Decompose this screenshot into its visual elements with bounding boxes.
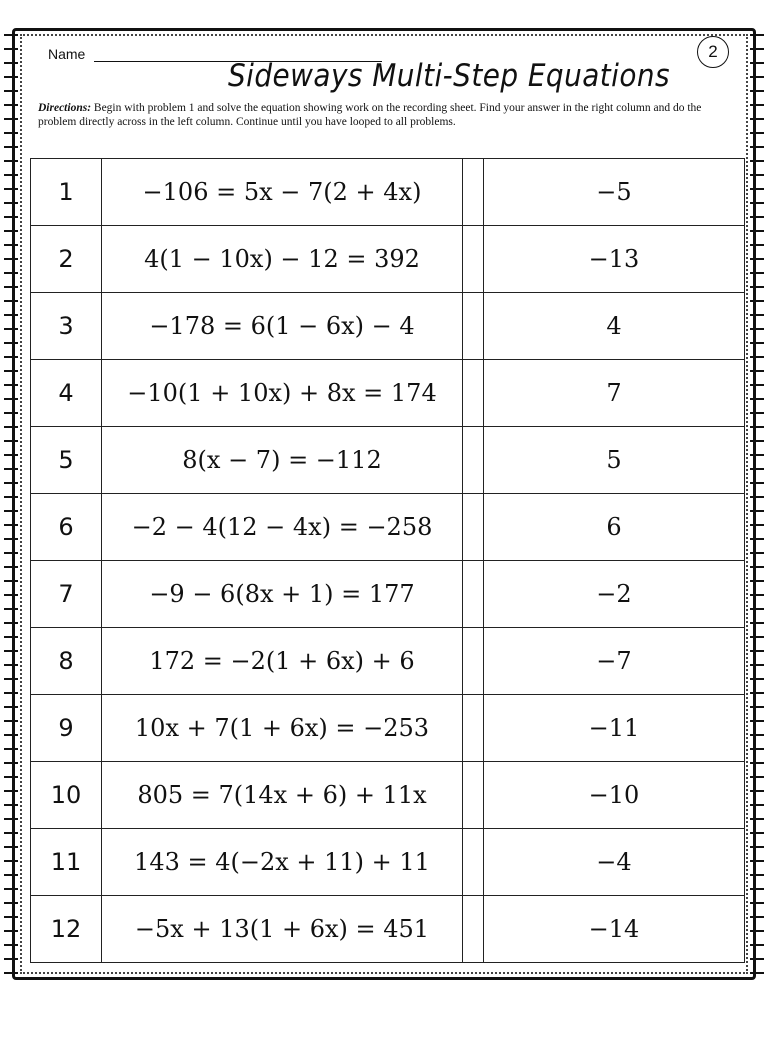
answer: −11 <box>484 695 745 762</box>
spacer <box>463 561 484 628</box>
problem-number: 9 <box>31 695 102 762</box>
equation: 172 = −2(1 + 6x) + 6 <box>102 628 463 695</box>
equation: −178 = 6(1 − 6x) − 4 <box>102 293 463 360</box>
spacer <box>463 695 484 762</box>
answer: −14 <box>484 896 745 963</box>
table-row <box>31 427 745 494</box>
table-row <box>31 159 745 226</box>
table-row <box>31 494 745 561</box>
spacer <box>463 427 484 494</box>
table-row <box>31 360 745 427</box>
answer: −2 <box>484 561 745 628</box>
spacer <box>463 628 484 695</box>
problem-number: 3 <box>31 293 102 360</box>
problems-table <box>30 158 745 963</box>
problem-number: 1 <box>31 159 102 226</box>
answer: −7 <box>484 628 745 695</box>
directions-label: Directions: <box>38 102 92 114</box>
table-row <box>31 226 745 293</box>
answer: 7 <box>484 360 745 427</box>
problem-number: 7 <box>31 561 102 628</box>
equation: 143 = 4(−2x + 11) + 11 <box>102 829 463 896</box>
equation: −2 − 4(12 − 4x) = −258 <box>102 494 463 561</box>
answer: 4 <box>484 293 745 360</box>
spacer <box>463 159 484 226</box>
table-row <box>31 561 745 628</box>
spacer <box>463 360 484 427</box>
answer: 5 <box>484 427 745 494</box>
equation: −106 = 5x − 7(2 + 4x) <box>102 159 463 226</box>
problem-number: 10 <box>31 762 102 829</box>
problem-number: 4 <box>31 360 102 427</box>
problem-number: 2 <box>31 226 102 293</box>
equation: −9 − 6(8x + 1) = 177 <box>102 561 463 628</box>
spacer <box>463 494 484 561</box>
equation: 10x + 7(1 + 6x) = −253 <box>102 695 463 762</box>
directions <box>38 101 738 129</box>
table-row <box>31 762 745 829</box>
equation: −10(1 + 10x) + 8x = 174 <box>102 360 463 427</box>
answer: 6 <box>484 494 745 561</box>
table-row <box>31 829 745 896</box>
equation: 4(1 − 10x) − 12 = 392 <box>102 226 463 293</box>
problem-number: 5 <box>31 427 102 494</box>
equation: 8(x − 7) = −112 <box>102 427 463 494</box>
spacer <box>463 762 484 829</box>
problem-number: 8 <box>31 628 102 695</box>
name-label: Name <box>48 46 86 62</box>
page-number-badge: 2 <box>697 36 729 68</box>
directions-text: Begin with problem 1 and solve the equation showing work on the recording sheet. Find your answer in the right column and do the problem directly across in the left column. Continue until you have looped to all problems. <box>38 102 702 128</box>
spacer <box>463 226 484 293</box>
table-row <box>31 695 745 762</box>
table-row <box>31 293 745 360</box>
equation: −5x + 13(1 + 6x) = 451 <box>102 896 463 963</box>
spacer <box>463 896 484 963</box>
problem-number: 6 <box>31 494 102 561</box>
spacer <box>463 829 484 896</box>
table-row <box>31 628 745 695</box>
worksheet-title: Sideways Multi-Step Equations <box>228 58 670 94</box>
answer: −5 <box>484 159 745 226</box>
answer: −4 <box>484 829 745 896</box>
answer: −10 <box>484 762 745 829</box>
table-row <box>31 896 745 963</box>
problem-number: 12 <box>31 896 102 963</box>
spacer <box>463 293 484 360</box>
problem-number: 11 <box>31 829 102 896</box>
answer: −13 <box>484 226 745 293</box>
equation: 805 = 7(14x + 6) + 11x <box>102 762 463 829</box>
